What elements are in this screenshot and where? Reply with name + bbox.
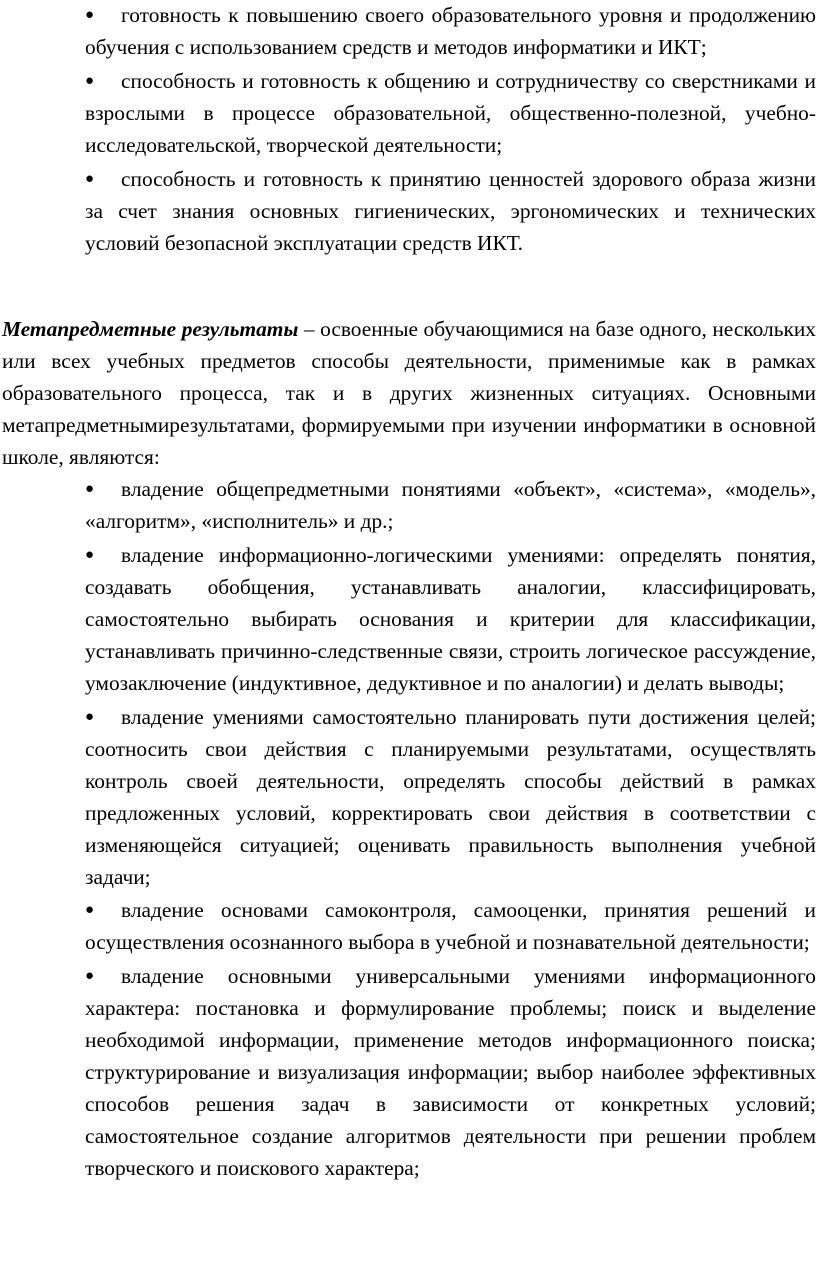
bullet-icon: ● (85, 968, 95, 985)
list-item-text: готовность к повышению своего образовательного уровня и продолжению обучения с использованием средств и методов информатики и ИКТ; (85, 3, 816, 59)
bullet-list-personal-results (0, 0, 816, 260)
list-item-text: владение основами самоконтроля, самооценки, принятия решений и осуществления осознанного выбора в учебной и познавательной деятельности; (85, 898, 816, 955)
bullet-icon: ● (85, 902, 95, 919)
list-item (85, 701, 816, 893)
bullet-icon: ● (85, 708, 95, 725)
bullet-list-metasubject-results (0, 473, 816, 1186)
list-item (85, 0, 816, 63)
metasubject-paragraph (2, 313, 816, 473)
list-item (85, 960, 816, 1184)
list-item (85, 163, 816, 259)
bullet-icon: ● (85, 546, 95, 563)
bullet-icon: ● (85, 481, 95, 497)
list-item-text: способность и готовность к общению и сотрудничеству со сверстниками и взрослыми в процессе образовательной, общественно-полезной, учебно-исследовательской, творческой деятельности; (85, 68, 816, 157)
list-item-text: владение умениями самостоятельно планировать пути достижения целей; соотносить свои действия с планируемыми результатами, осуществлять контроль своей деятельности, определять способы действий в рамках предложенных условий, корректировать свои действия в соответствии с изменяющейся ситуацией; оценивать правильность выполнения учебной задачи; (85, 704, 816, 889)
bullet-icon: ● (85, 170, 95, 187)
list-item (85, 65, 816, 161)
list-item-text: владение основными универсальными умениями информационного характера: постановка и формулирование проблемы; поиск и выделение необходимой информации, применение методов информационного поиска; структурирование и визуализация информации; выбор наиболее эффективных способов решения задач в зависимости от конкретных условий; самостоятельное создание алгоритмов деятельности при решении проблем творческого и поискового характера; (85, 964, 816, 1181)
bullet-icon: ● (85, 7, 95, 23)
bullet-icon: ● (85, 72, 95, 89)
list-item (85, 473, 816, 537)
paragraph-lead: Метапредметные результаты (2, 317, 299, 341)
paragraph-text: – освоенные обучающимися на базе одного, нескольких или всех учебных предметов способы деятельности, применимые как в рамках образовательного процесса, так и в других жизненных ситуациях. Основными метапредметнымирезультатами, формируемыми при изучении информатики в основной школе, являются: (2, 317, 816, 469)
list-item-text: владение общепредметными понятиями «объект», «система», «модель», «алгоритм», «исполнитель» и др.; (85, 477, 816, 533)
list-item (85, 894, 816, 958)
list-item-text: владение информационно-логическими умениями: определять понятия, создавать обобщения, устанавливать аналогии, классифицировать, самостоятельно выбирать основания и критерии для классификации, устанавливать причинно-следственные связи, строить логическое рассуждение, умозаключение (индуктивное, дедуктивное и по аналогии) и делать выводы; (85, 542, 816, 695)
list-item (85, 539, 816, 699)
list-item-text: способность и готовность к принятию ценностей здорового образа жизни за счет знания основных гигиенических, эргономических и технических условий безопасной эксплуатации средств ИКТ. (85, 166, 816, 255)
